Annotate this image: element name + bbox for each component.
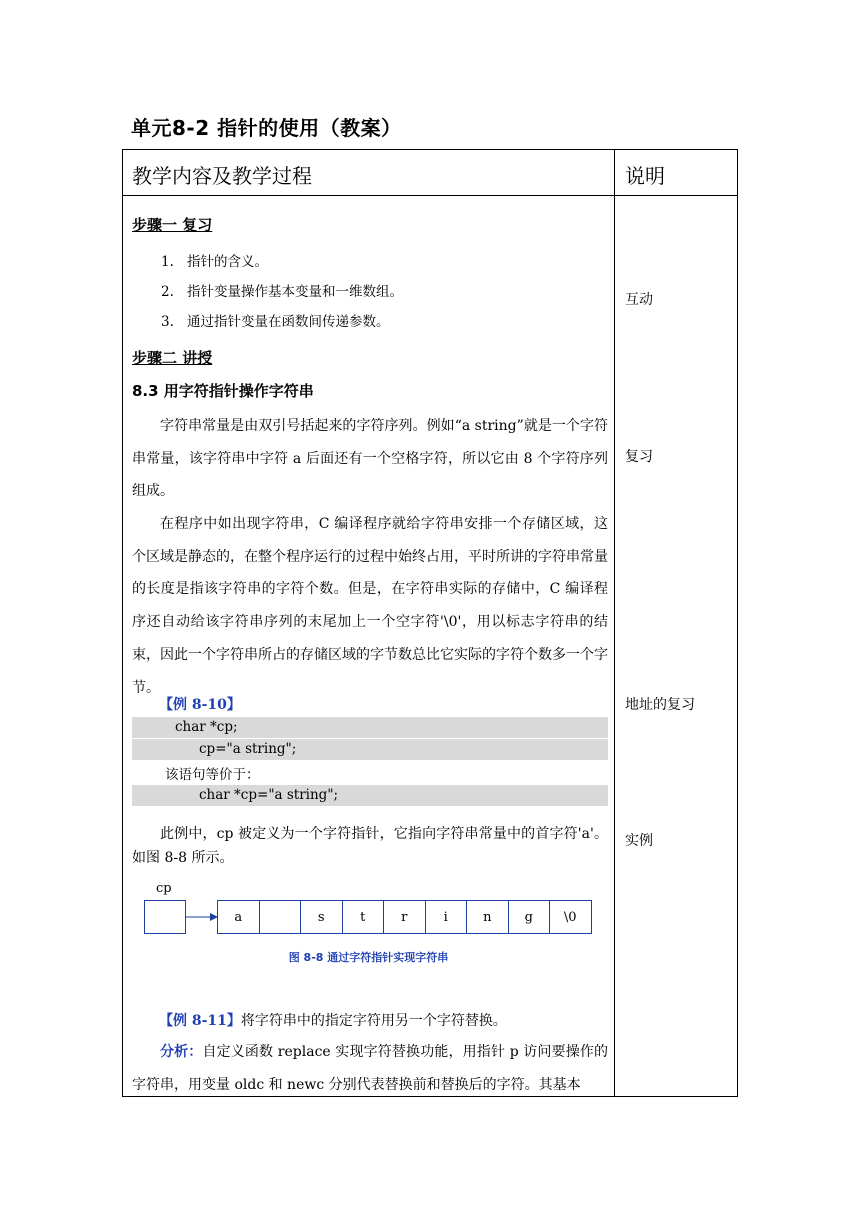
string-cell: r bbox=[383, 900, 426, 934]
analysis-text: 自定义函数 replace 实现字符替换功能，用指针 p 访问要操作的字符串，用变量 oldc 和 newc 分别代表替换前和替换后的字符。其基本 bbox=[132, 1044, 608, 1093]
list-item-number: 3. bbox=[161, 314, 174, 330]
pointer-box bbox=[144, 900, 186, 934]
string-cell: t bbox=[342, 900, 385, 934]
code-line: char *cp="a string"; bbox=[199, 787, 339, 803]
note-review: 复习 bbox=[625, 449, 653, 465]
pointer-label: cp bbox=[156, 881, 172, 896]
string-cell: g bbox=[508, 900, 551, 934]
note-address-review: 地址的复习 bbox=[625, 697, 695, 713]
example-8-10-label: 【例 8-10】 bbox=[159, 697, 241, 713]
code-line: char *cp; bbox=[175, 719, 238, 735]
analysis-label: 分析： bbox=[160, 1044, 203, 1060]
code-line: cp="a string"; bbox=[199, 741, 297, 757]
string-cell bbox=[259, 900, 302, 934]
arrow-icon bbox=[186, 908, 220, 928]
note-interaction: 互动 bbox=[625, 292, 653, 308]
figure-caption: 图 8-8 通过字符指针实现字符串 bbox=[288, 951, 449, 964]
header-content: 教学内容及教学过程 bbox=[132, 164, 312, 188]
paragraph-1-text: 字符串常量是由双引号括起来的字符序列。例如“a string”就是一个字符串常量，该字符串中字符 a 后面还有一个空格字符，所以它由 8 个字符序列组成。 bbox=[132, 418, 608, 500]
analysis-paragraph bbox=[132, 1036, 608, 1101]
list-item-number: 2. bbox=[161, 284, 174, 300]
list-item-number: 1. bbox=[161, 254, 174, 270]
section-title: 8.3 用字符指针操作字符串 bbox=[132, 382, 314, 400]
equivalent-text: 该语句等价于： bbox=[165, 767, 260, 783]
lesson-table bbox=[122, 149, 738, 1097]
string-cell: \0 bbox=[549, 900, 592, 934]
example-8-11-text: 将字符串中的指定字符用另一个字符替换。 bbox=[240, 1013, 507, 1029]
page-title: 单元8-2 指针的使用（教案） bbox=[131, 116, 402, 140]
list-item-text: 指针变量操作基本变量和一维数组。 bbox=[187, 284, 403, 300]
paragraph-1 bbox=[132, 410, 608, 508]
note-example: 实例 bbox=[625, 833, 653, 849]
list-item-text: 通过指针变量在函数间传递参数。 bbox=[187, 314, 390, 330]
list-item bbox=[161, 310, 390, 330]
example-8-11-label: 【例 8-11】 bbox=[159, 1013, 241, 1029]
header-divider bbox=[123, 195, 737, 196]
header-notes: 说明 bbox=[625, 164, 665, 188]
list-item-text: 指针的含义。 bbox=[187, 254, 268, 270]
step2-heading: 步骤二 讲授 bbox=[132, 349, 213, 367]
paragraph-2-text: 在程序中如出现字符串，C 编译程序就给字符串安排一个存储区域，这个区域是静态的，在整个程序运行的过程中始终占用，平时所讲的字符串常量的长度是指该字符串的字符个数。但是，在字符串实际的存储中，C 编译程序还自动给该字符串序列的末尾加上一个空字符'\0'，用以标志字符串的结束，因此一个字符串所占的存储区域的字节数总比它实际的字符个数多一个字节。 bbox=[132, 516, 608, 696]
list-item bbox=[161, 250, 268, 270]
step1-heading: 步骤一 复习 bbox=[132, 216, 213, 234]
string-cell: s bbox=[300, 900, 343, 934]
paragraph-2 bbox=[132, 508, 608, 704]
example-8-11 bbox=[159, 1010, 507, 1030]
paragraph-3-text: 此例中，cp 被定义为一个字符指针，它指向字符串常量中的首字符'a'。如图 8-8 所示。 bbox=[132, 826, 608, 866]
list-item bbox=[161, 280, 403, 300]
string-cell: i bbox=[425, 900, 468, 934]
paragraph-3 bbox=[132, 822, 608, 870]
string-cell: n bbox=[466, 900, 509, 934]
column-divider bbox=[614, 150, 615, 1096]
string-cell: a bbox=[217, 900, 260, 934]
